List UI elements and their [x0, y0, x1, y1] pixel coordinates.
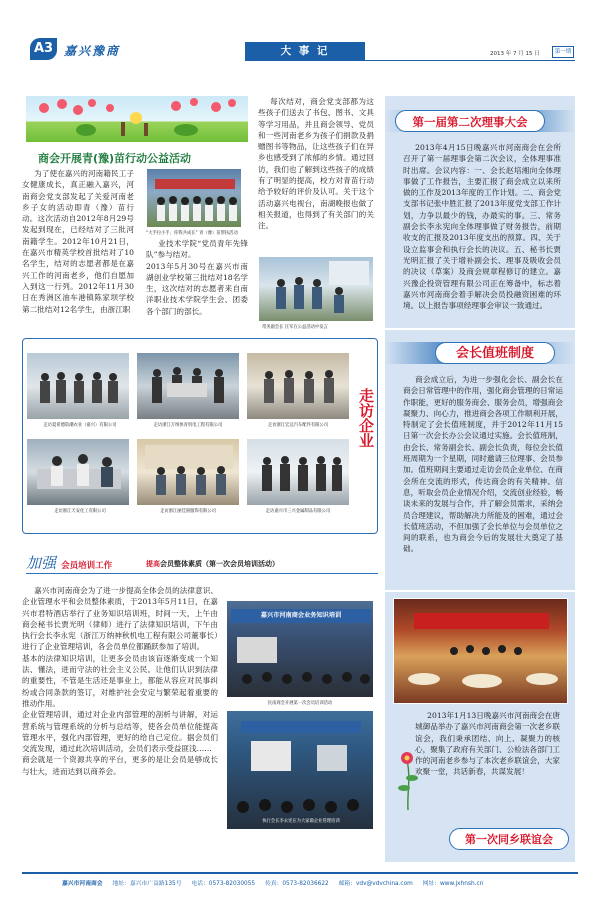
visit-caption-6: 走访嘉兴市三兴金属制品有限公司 — [265, 509, 331, 514]
footer-fax-label: 传真： — [264, 881, 283, 887]
seedling-col1-text: 为了使在嘉兴的河南籍民工子女健康成长，真正融入嘉兴，河南商会党支部发起了关爱河南老乡子女的活动即青（豫）苗行动。这次活动自2012年8月29号发起到现在，已经结对了三批河南籍学生。2012年10月21日，在嘉兴市精英学校首批结对了10名学生，结对的志愿者都是在嘉兴工作的河南老乡，他们自愿加入到这一行列。2012年11月30日在秀洲区油车港镇陈家坝学校第二批结对12名学生，由浙江职 — [22, 169, 134, 314]
seedling-event-photo — [258, 256, 374, 322]
header-rule — [245, 60, 575, 61]
visit-photo-5 — [136, 438, 240, 506]
footer-web[interactable]: www.jxhnsh.cn — [440, 881, 484, 887]
masthead: 嘉兴豫商 — [64, 44, 121, 58]
footer-address: 嘉兴市广益路135号 — [129, 881, 182, 887]
section-title-bar: 大 事 记 — [245, 42, 365, 60]
council-text: 2013年4月15日晚嘉兴市河南商会在会所召开了第一届理事会第二次会议，全体理事准时出席。会议内容：一、会长赵培湘向全体理事做了工作报告，主要汇报了商会成立以来所做的工作及2013年度的工作计划。二、商会党支部书记张中胜汇报了2013年度党支部工作计划，力争以最少的钱，办最实的事。三、常务副会长李永宪向全体理事做了财务报告，前期收支的汇报及2013年度支出的预算。四、关于设立监事会和执行会长的决议。五、秘书长贾光明汇报了关于增补副会长、理事及吸收会员的决议（草案）及商会规章程修订的建立。嘉兴豫企投资管理有限公司正在筹备中，标志着嘉兴市河南商会着手解决会员投融资困难的环境。以上报告事项经理事会审议一致通过。 — [403, 143, 561, 311]
seedling-group-caption: “大手拉小手，你我共成长” 青（豫）苗帮扶活动 — [146, 231, 238, 236]
training-banner: 嘉兴市河南商会业务知识培训 — [231, 609, 371, 623]
visit-photo-4 — [26, 438, 130, 506]
visit-caption-4: 走访浙江天安化工有限公司 — [54, 509, 106, 514]
seedling-illustration — [26, 96, 248, 142]
training-rule — [26, 573, 378, 574]
gathering-title: 第一次同乡联谊会 — [449, 828, 569, 850]
training-subheading-prefix: 提高 — [146, 560, 160, 568]
footer-address-label: 地址： — [112, 881, 130, 887]
seedling-group-photo — [146, 168, 242, 228]
duty-title: 会长值班制度 — [435, 342, 555, 364]
seedling-banner-image — [26, 96, 248, 142]
visit-caption-5: 走访浙江丽佳圆服饰有限公司 — [160, 509, 216, 514]
gathering-photo — [393, 598, 568, 704]
duty-section — [385, 330, 575, 590]
page-badge: A3 — [30, 38, 57, 60]
training-text: 嘉兴市河南商会为了进一步提高全体会员的法律意识、企业管理水平和会员整体素质，于2013年5月11日，在嘉兴市君特酒店举行了业务知识培训班，时间一天，上午由商会秘书长贾光明（律师）进行了法律知识培训，下午由执行会长李永宪（浙江万纳神秋机电工程有限公司董事长）进行了企业管理培训，各会员单位都踊跃参加了培训。 基本的法律知识培训，让更多会员由该盲逐渐变成一个知法、懂法，进而守法的社会主义公民。让他们认识到法律的重要性，不管是生活还是事业上，都能从容应对民事纠纷或合同条款的签订，对维护社会安定与繁荣起着重要的推动作用。 企业管理培训，通过对企业内部管理的剖析与讲解，对运营系统与管理系统的分析与总结等，使各会员单位能提高管理水平，强化内部管理，更好的给自己定位。据会员们交流发现，通过此次培训活动，会员们表示受益匪浅…… 商会就是一个资源共享的平台，更多的是让会员是够成长与壮大，进而达到以商养会。 — [22, 586, 218, 776]
seedling-event-caption: 常务副会长 汪军在公益活动中发言 — [262, 325, 328, 330]
issue-number: 第一期 — [552, 46, 574, 58]
visit-label: 走访企业 — [357, 388, 375, 448]
visit-photo-2 — [136, 352, 240, 420]
visit-caption-3: 走访浙江宏远汽车配件有限公司 — [267, 423, 329, 428]
training-photo-1-caption: 民南商会开展第一次会员培训活动 — [267, 701, 333, 706]
seedling-col3-text: 每次结对，商会党支部都为这些孩子们送去了书包、图书、文具等学习用品，并且商会领导、党员和一些河南老乡为孩子们捐款及捐赠图书等物品，让这些孩子们在异乡也感受到了浓郁的乡情。通过回访，我们也了解到这些孩子的成绩有了明显的提高，校方对青苗行动给予较好的评价及认可。关于这个活动嘉兴电视台，南湖晚报也做了相关报道，也得到了有关部门的关注。 — [258, 97, 374, 231]
visit-caption-2: 走访浙江万纳体育机电工程有限公司 — [153, 423, 223, 428]
training-photo-1 — [226, 600, 374, 698]
footer-rule — [22, 872, 578, 874]
visit-photo-1 — [26, 352, 130, 420]
council-section — [385, 96, 575, 328]
training-subheading — [146, 559, 376, 569]
footer-tel-label: 电话： — [191, 881, 209, 887]
page-header — [0, 0, 600, 66]
footer-web-label: 网址： — [422, 881, 441, 887]
visit-caption-1: 走访夏希德防潮衣业（嘉兴）有限公司 — [43, 423, 117, 428]
issue-date: 2013 年 7 月 15 日 — [490, 51, 540, 57]
visit-section — [22, 338, 380, 536]
training-heading-big: 加强 — [26, 554, 57, 572]
seedling-col2-text: 业技术学院“党员青年先锋队”参与结对。 2013年5月30号在嘉兴市南湖创业学校第三批结对18名学生，这次结对的志愿者来自南洋职业技术学院学生会、团委各个部门的部长。 — [146, 239, 248, 316]
council-title: 第一届第二次理事大会 — [395, 110, 545, 132]
footer — [22, 878, 578, 892]
visit-photo-6 — [246, 438, 350, 506]
duty-text: 商会成立后，为进一步强化会长、副会长在商会日常管理中的作用，强化商会管理的日常运作职能，更好的服务商会、服务会员，增强商会凝聚力、向心力，推进商会各项工作顺利开展，特制定了会长值班制度，并于2012年11月15日第一次会长办公会议通过实施。会长值班制，由会长、常务副会长、副会长负责，每位会长值班周期为一个星期，同时邀请三位理事、会员参加。值班期间主要通过走访会员企业单位、在商会所在交流的形式，传达商会的有关精神、信息，听取会员企业情况介绍，交流创业经验，畅谈未来的发展与合作，并了解会员需求，采纳会员合理建议，帮助解决力所能及的困难，通过会长值班活动，不但加强了会长单位与会员单位之间的联系，也为商会今后的发展壮大奠定了基础。 — [403, 375, 563, 554]
training-heading-small: 会员培训工作 — [61, 561, 113, 571]
training-subheading-rest: 会员整体素质（第一次会员培训活动） — [160, 560, 279, 568]
footer-fax: 0573-82036622 — [282, 881, 329, 887]
seedling-title: 商会开展青(豫)苗行动公益活动 — [38, 152, 192, 165]
training-photo-2 — [226, 710, 374, 830]
footer-email-label: 邮箱： — [338, 881, 356, 887]
footer-tel: 0573-82030055 — [208, 881, 256, 887]
footer-email[interactable]: vdv@vdvchina.com — [355, 881, 413, 887]
training-photo-2-caption: 执行会长李永宪在为大家做企业管理培训 — [262, 819, 340, 824]
footer-org: 嘉兴市河南商会 — [62, 881, 103, 887]
gathering-section — [385, 592, 575, 862]
gathering-text: 2013年1月13日晚嘉兴市河南商会在唐城御品举办了嘉兴市河南商会第一次老乡联谊会，我们秉承团结、向上、凝聚力的核心，聚集了政府有关部门、公检法各部门工作的河南老乡参与了本次老乡联谊会，大家欢聚一堂，共话新春，共谋发展！ — [415, 711, 560, 777]
visit-photo-3 — [246, 352, 350, 420]
gathering-flower-icon — [393, 748, 423, 814]
